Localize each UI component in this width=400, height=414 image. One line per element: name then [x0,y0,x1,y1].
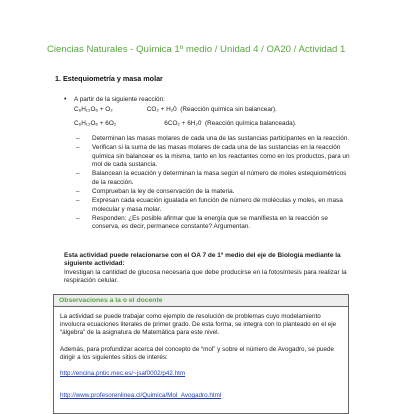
list-item [76,188,364,196]
dash-icon: – [76,170,80,178]
bullet-item [64,96,364,104]
teacher-notes-title: Observaciones a la o el docente [54,295,348,307]
notes-paragraph: Además, para profundizar acerca del concepto de “mol” y sobre el número de Avogadro, se puede dirigir a los siguientes sitios de interés: [60,345,334,361]
list-item [76,197,364,214]
list-item [76,215,364,232]
task-text: Balancean la ecuación y determinan la masa según el número de moles estequiométricos de la reacción. [92,170,347,186]
reaction-left: C₆H₁₂O₆ + 6O₂ [74,119,117,127]
teacher-notes-body [54,307,348,400]
dash-icon: – [76,197,80,205]
task-text: Expresan cada ecuación igualada en función de número de moléculas y moles, en masa molecular y masa molar. [92,197,343,213]
biology-relation [64,252,354,286]
task-text: Comprueban la ley de conservación de la materia. [92,187,235,195]
bullet-intro: A partir de la siguiente reacción: [74,96,165,103]
list-item [76,144,364,169]
dash-icon: – [76,214,80,222]
reaction-right: CO₂ + H₂0 [146,106,177,114]
bullet-icon: • [64,96,67,103]
notes-paragraph: La actividad se puede trabajar como ejemplo de resolución de problemas cuyo modelamiento involucra ecuaciones literales de primer grado. De esta forma, se integra con lo planteado en el eje “álgebra” de la asignatura de Matemática para este nivel. [60,313,337,337]
dash-icon: – [76,187,80,195]
reaction-left: C₆H₁₂O₆ + O₂ [74,106,113,114]
reference-link[interactable]: http://encina.pntic.mec.es/~jsaf0002/p42.htm [60,369,186,377]
task-list [76,135,364,232]
task-text: Determinan las masas molares de cada una de las sustancias participantes en la reacción. [92,134,350,142]
reaction-note: (Reacción química sin balancear). [180,106,277,114]
activity-content [64,96,364,233]
reaction-note: (Reacción química balanceada). [204,119,297,127]
list-item [76,135,364,143]
section-title: 1. Estequiometría y masa molar [55,74,163,83]
document-header: Ciencias Naturales - Química 1º medio / Unidad 4 / OA20 / Actividad 1 [47,44,346,55]
dash-icon: – [76,134,80,142]
reference-link[interactable]: http://www.profesorenlinea.cl/Quimica/Mol_Avogadro.html [60,392,222,400]
relation-title: Esta actividad puede relacionarse con el OA 7 de 1º medio del eje de Biología mediante la siguiente actividad: [64,252,341,268]
reaction-right: 6CO₂ + 6H₂0 [164,119,202,127]
reaction-balanced [74,120,364,128]
teacher-notes-box [53,294,349,414]
relation-text: Investigan la cantidad de glucosa necesaria que debe producirse en la fotosíntesis para realizar la respiración celular. [64,268,347,285]
list-item [76,170,364,187]
reaction-unbalanced [74,106,364,114]
task-text: Responden: ¿Es posible afirmar que la energía que se manifiesta en la reacción se conserva, es decir, permanece constante? Argumentan. [92,214,328,231]
dash-icon: – [76,144,80,152]
task-text: Verifican si la suma de las masas molares de cada una de las sustancias en la reacción química sin balancear es la misma, tanto en los reactantes como en los productos, para un mol de cada sustancia. [92,144,350,168]
